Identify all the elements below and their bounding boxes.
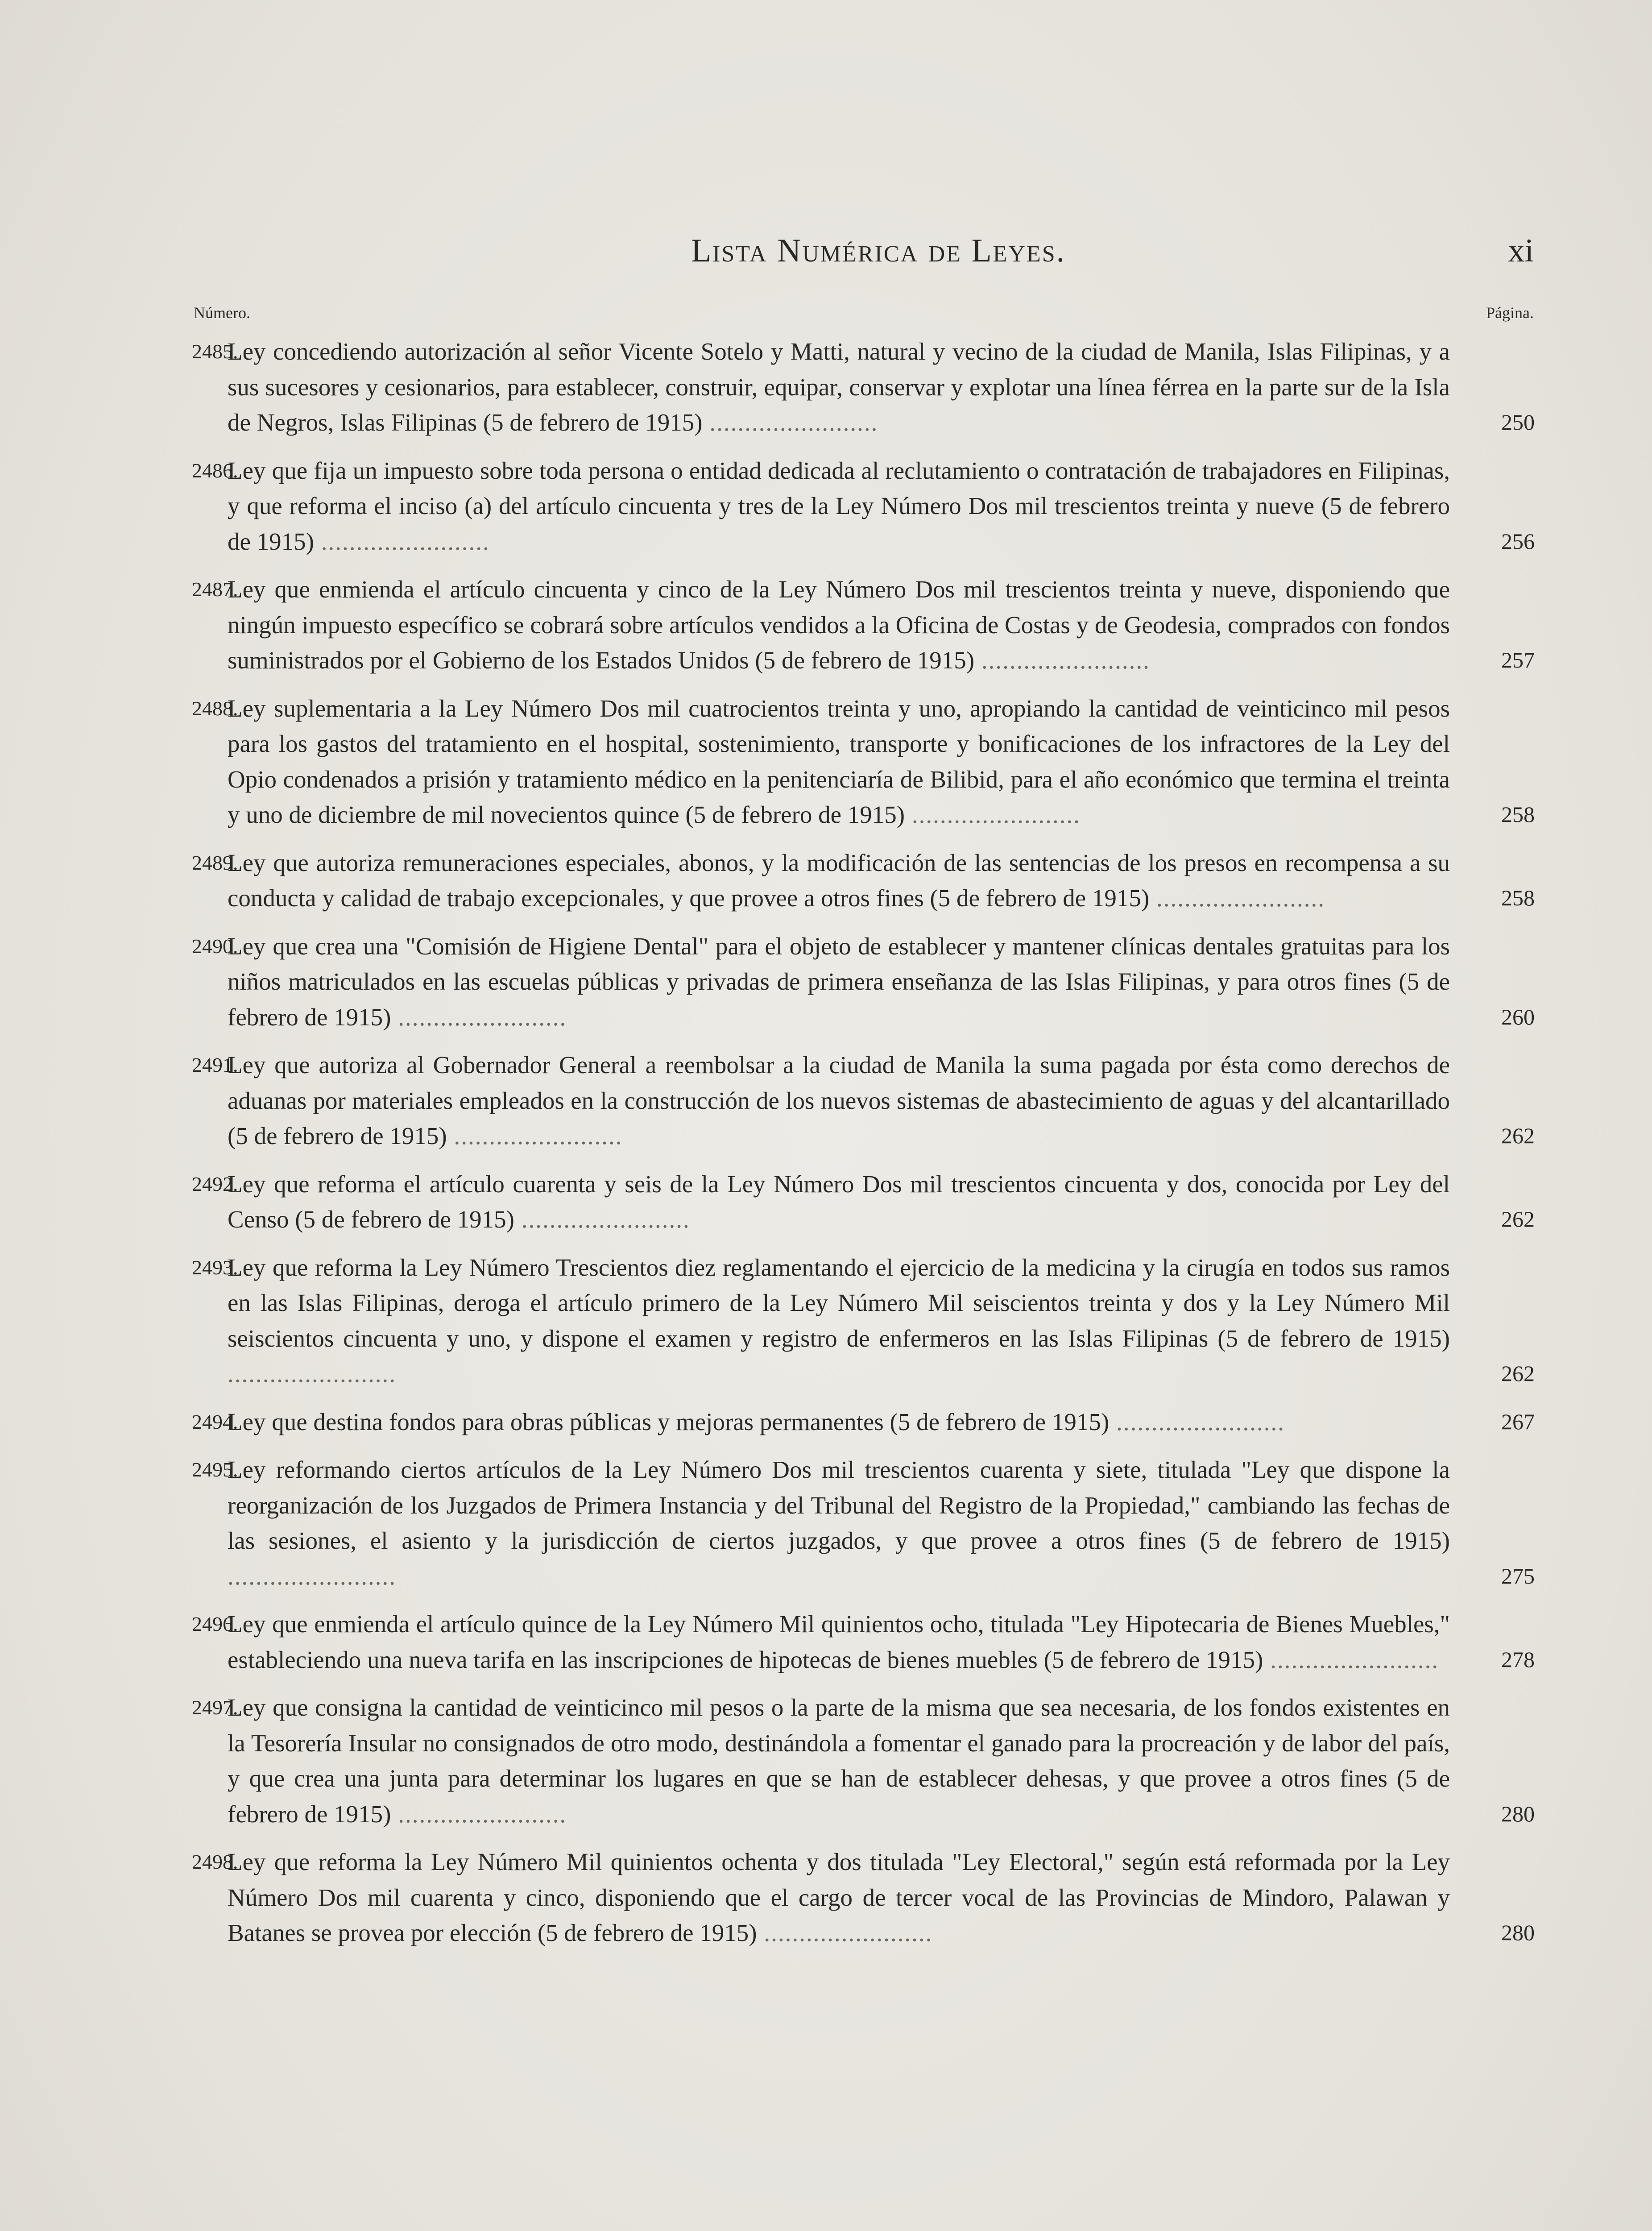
dot-leader: ........................ <box>702 409 878 436</box>
law-title-text: Ley que reforma el artículo cuarenta y seis de la Ley Número Dos mil trescientos cincuenta y dos, conocida por Ley del Censo (5 de febrero de 1915) <box>228 1170 1450 1233</box>
dot-leader: ........................ <box>1149 884 1325 912</box>
law-number: 2486. <box>192 459 238 482</box>
law-title <box>228 334 1450 440</box>
law-number: 2494. <box>192 1410 238 1433</box>
law-entry <box>192 929 1535 1035</box>
law-title-text: Ley que reforma la Ley Número Mil quinientos ochenta y dos titulada "Ley Electoral," según está reformada por la Ley Número Dos mil cuarenta y cinco, disponiendo que el cargo de tercer vocal de las Provincias de Mindoro, Palawan y Batanes se provea por elección (5 de febrero de 1915) <box>228 1848 1450 1946</box>
law-title-text: Ley que enmienda el artículo cincuenta y cinco de la Ley Número Dos mil trescientos treinta y nueve, disponiendo que ningún impuesto específico se cobrará sobre artículos vendidos a la Oficina de Costas y de Geodesia, comprados con fondos suministrados por el Gobierno de los Estados Unidos (5 de febrero de 1915) <box>228 576 1450 674</box>
page-reference: 260 <box>1501 1004 1535 1029</box>
dot-leader: ........................ <box>447 1122 623 1149</box>
page-reference: 280 <box>1501 1920 1535 1945</box>
law-number: 2493. <box>192 1256 238 1279</box>
dot-leader: ........................ <box>314 527 490 555</box>
law-entry <box>192 1166 1535 1237</box>
law-title-text: Ley que reforma la Ley Número Trescientos diez reglamentando el ejercicio de la medicina y la cirugía en todos sus ramos en las Islas Filipinas, deroga el artículo primero de la Ley Número Mil seiscientos treinta y dos y la Ley Número Mil seiscientos cincuenta y uno, y dispone el examen y registro de enfermeros en las Islas Filipinas (5 de febrero de 1915) <box>228 1253 1450 1352</box>
page-reference: 257 <box>1501 647 1535 672</box>
law-number: 2497. <box>192 1696 238 1719</box>
number-column-header: Número. <box>194 304 250 322</box>
page-reference: 258 <box>1501 885 1535 910</box>
law-title-text: Ley reformando ciertos artículos de la Ley Número Dos mil trescientos cuarenta y siete, titulada "Ley que dispone la reorganización de los Juzgados de Primera Instancia y del Tribunal del Registro de la Propiedad," cambiando las fechas de las sesiones, el asiento y la jurisdicción de ciertos juzgados, y que provee a otros fines (5 de febrero de 1915) <box>228 1456 1450 1554</box>
law-entry <box>192 453 1535 560</box>
law-number: 2490. <box>192 934 238 958</box>
law-title-text: Ley suplementaria a la Ley Número Dos mil cuatrocientos treinta y uno, apropiando la cantidad de veinticinco mil pesos para los gastos del tratamiento en el hospital, sostenimiento, transporte y bonificaciones de los infractores de la Ley del Opio condenados a prisión y tratamiento médico en la penitenciaría de Bilibid, para el año económico que termina el treinta y uno de diciembre de mil novecientos quince (5 de febrero de 1915) <box>228 694 1450 828</box>
law-entry <box>192 572 1535 678</box>
law-title <box>228 1404 1450 1440</box>
page-number: xi <box>1508 232 1534 269</box>
law-title-text: Ley que fija un impuesto sobre toda persona o entidad dedicada al reclutamiento o contratación de trabajadores en Filipinas, y que reforma el inciso (a) del artículo cincuenta y tres de la Ley Número Dos mil trescientos treinta y nueve (5 de febrero de 1915) <box>228 456 1450 555</box>
law-title <box>228 845 1450 916</box>
dot-leader: ........................ <box>757 1919 933 1946</box>
law-title <box>228 1606 1450 1677</box>
law-title-text: Ley que enmienda el artículo quince de la Ley Número Mil quinientos ocho, titulada "Ley Hipotecaria de Bienes Muebles," estableciendo una nueva tarifa en las inscripciones de hipotecas de bienes muebles (5 de febrero de 1915) <box>228 1610 1450 1673</box>
law-title <box>228 1690 1450 1832</box>
law-title <box>228 691 1450 833</box>
law-entry <box>192 1452 1535 1594</box>
dot-leader: ........................ <box>1263 1646 1439 1673</box>
page-reference: 262 <box>1501 1361 1535 1386</box>
law-entry <box>192 1404 1535 1440</box>
dot-leader: ........................ <box>391 1003 567 1031</box>
page-reference: 258 <box>1501 802 1535 827</box>
dot-leader: ........................ <box>228 1562 396 1590</box>
page-reference: 280 <box>1501 1801 1535 1826</box>
law-number: 2496. <box>192 1613 238 1635</box>
law-list <box>192 334 1535 1963</box>
law-entry <box>192 845 1535 916</box>
page-reference: 267 <box>1501 1409 1535 1434</box>
law-number: 2487. <box>192 578 238 601</box>
dot-leader: ........................ <box>391 1800 567 1828</box>
page-reference: 275 <box>1501 1563 1535 1588</box>
page-title: Lista Numérica de Leyes. <box>691 232 1066 269</box>
page-reference: 262 <box>1501 1123 1535 1148</box>
law-title <box>228 1166 1450 1237</box>
law-title-text: Ley que crea una "Comisión de Higiene Dental" para el objeto de establecer y mantener clínicas dentales gratuitas para los niños matriculados en las escuelas públicas y privadas de primera enseñanza de las Islas Filipinas, y para otros fines (5 de febrero de 1915) <box>228 932 1450 1031</box>
law-entry <box>192 334 1535 440</box>
law-title <box>228 1047 1450 1154</box>
page-reference: 250 <box>1501 410 1535 435</box>
law-entry <box>192 1047 1535 1154</box>
dot-leader: ........................ <box>228 1360 396 1387</box>
law-entry <box>192 691 1535 833</box>
dot-leader: ........................ <box>1109 1408 1285 1435</box>
running-head <box>223 232 1534 277</box>
dot-leader: ........................ <box>514 1206 690 1233</box>
page-reference: 278 <box>1501 1646 1535 1672</box>
law-number: 2488. <box>192 697 238 720</box>
law-title-text: Ley que consigna la cantidad de veinticinco mil pesos o la parte de la misma que sea necesaria, de los fondos existentes en la Tesorería Insular no consignados de otro modo, destinándola a fomentar el ganado para la procreación y de labor del país, y que crea una junta para determinar los lugares en que se han de establecer dehesas, y que provee a otros fines (5 de febrero de 1915) <box>228 1694 1450 1828</box>
law-title-text: Ley que autoriza remuneraciones especiales, abonos, y la modificación de las sentencias de los presos en recompensa a su conducta y calidad de trabajo excepcionales, y que provee a otros fines (5 de febrero de 1915) <box>228 849 1450 912</box>
law-entry <box>192 1606 1535 1677</box>
page-reference: 256 <box>1501 528 1535 554</box>
law-entry <box>192 1250 1535 1392</box>
law-title <box>228 1844 1450 1951</box>
law-title <box>228 1452 1450 1594</box>
law-title <box>228 572 1450 678</box>
column-headers <box>194 303 1534 326</box>
law-title <box>228 1250 1450 1392</box>
dot-leader: ........................ <box>974 647 1150 674</box>
page-column-header: Página. <box>1486 304 1534 322</box>
law-number: 2489. <box>192 851 238 874</box>
law-number: 2498. <box>192 1850 238 1873</box>
law-entry <box>192 1690 1535 1832</box>
law-title <box>228 453 1450 560</box>
law-title-text: Ley concediendo autorización al señor Vicente Sotelo y Matti, natural y vecino de la ciudad de Manila, Islas Filipinas, y a sus sucesores y cesionarios, para establecer, construir, equipar, conservar y explotar una línea férrea en la parte sur de la Isla de Negros, Islas Filipinas (5 de febrero de 1915) <box>228 338 1450 436</box>
law-title <box>228 929 1450 1035</box>
law-number: 2491. <box>192 1053 238 1076</box>
law-entry <box>192 1844 1535 1951</box>
law-number: 2492. <box>192 1172 238 1195</box>
law-number: 2485. <box>192 340 238 363</box>
law-number: 2495. <box>192 1458 238 1481</box>
dot-leader: ........................ <box>905 801 1081 828</box>
law-title-text: Ley que destina fondos para obras públicas y mejoras permanentes (5 de febrero de 1915) <box>228 1408 1110 1435</box>
page-reference: 262 <box>1501 1207 1535 1232</box>
law-title-text: Ley que autoriza al Gobernador General a reembolsar a la ciudad de Manila la suma pagada por ésta como derechos de aduanas por materiales empleados en la construcción de los nuevos sistemas de abastecimiento de aguas y del alcantarillado (5 de febrero de 1915) <box>228 1051 1450 1149</box>
